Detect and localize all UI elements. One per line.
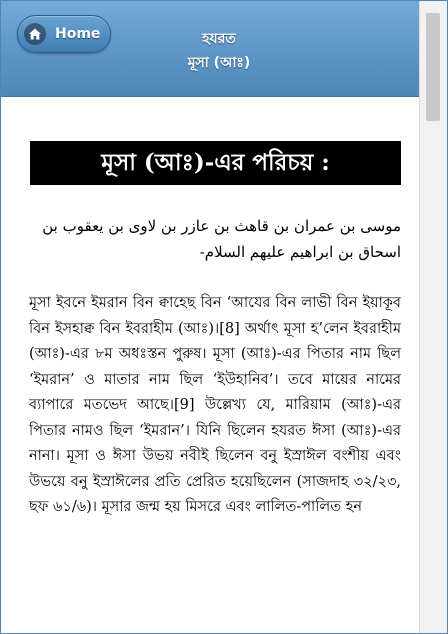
- page-title-line2: মূসা (আঃ): [187, 55, 251, 71]
- home-button-label: Home: [55, 26, 101, 42]
- home-icon: [24, 23, 46, 45]
- page-title: [119, 27, 319, 75]
- body-paragraph: মূসা ইবনে ইমরান বিন ক্বাহেছ বিন ‘আযের বিন লাভী বিন ইয়াকূব বিন ইসহাক্ব বিন ইবরাহীম (আঃ)।[8] অর্থাৎ মূসা হ’লেন ইবরাহীম (আঃ)-এর ৮ম অধঃস্তন পুরুষ। মূসা (আঃ)-এর পিতার নাম ছিল ‘ইমরান’ ও মাতার নাম ছিল ‘ইউহানিব’। তবে মায়ের নামের ব্যাপারে মতভেদ আছে।[9] উল্লেখ্য যে, মারিয়াম (আঃ)-এর পিতার নামও ছিল ‘ইমরান’। যিনি ছিলেন হযরত ঈসা (আঃ)-এর নানা। মূসা ও ঈসা উভয় নবীই ছিলেন বনু ইস্রাঈল বংশীয় এবং উভয়ে বনু ইস্রাঈলের প্রতি প্রেরিত হয়েছিলেন (সাজদাহ ৩২/২৩, ছফ ৬১/৬)। মূসার জন্ম হয় মিসরে এবং লালিত-পালিত হন: [29, 295, 401, 515]
- scrollbar-thumb[interactable]: [426, 13, 440, 121]
- home-button[interactable]: [17, 15, 111, 53]
- header-bar: [1, 1, 419, 97]
- arabic-lineage-text: موسى بن عمران بن قاهث بن عازر بن لاوى بن يعقوب بن اسحاق بن ابراهيم عليهم السلام-: [42, 217, 401, 261]
- section-heading: মূসা (আঃ)-এর পরিচয় :: [30, 141, 401, 185]
- page-title-line1: হযরত: [202, 31, 236, 47]
- vertical-scrollbar[interactable]: [419, 1, 447, 633]
- content-area: [1, 97, 419, 633]
